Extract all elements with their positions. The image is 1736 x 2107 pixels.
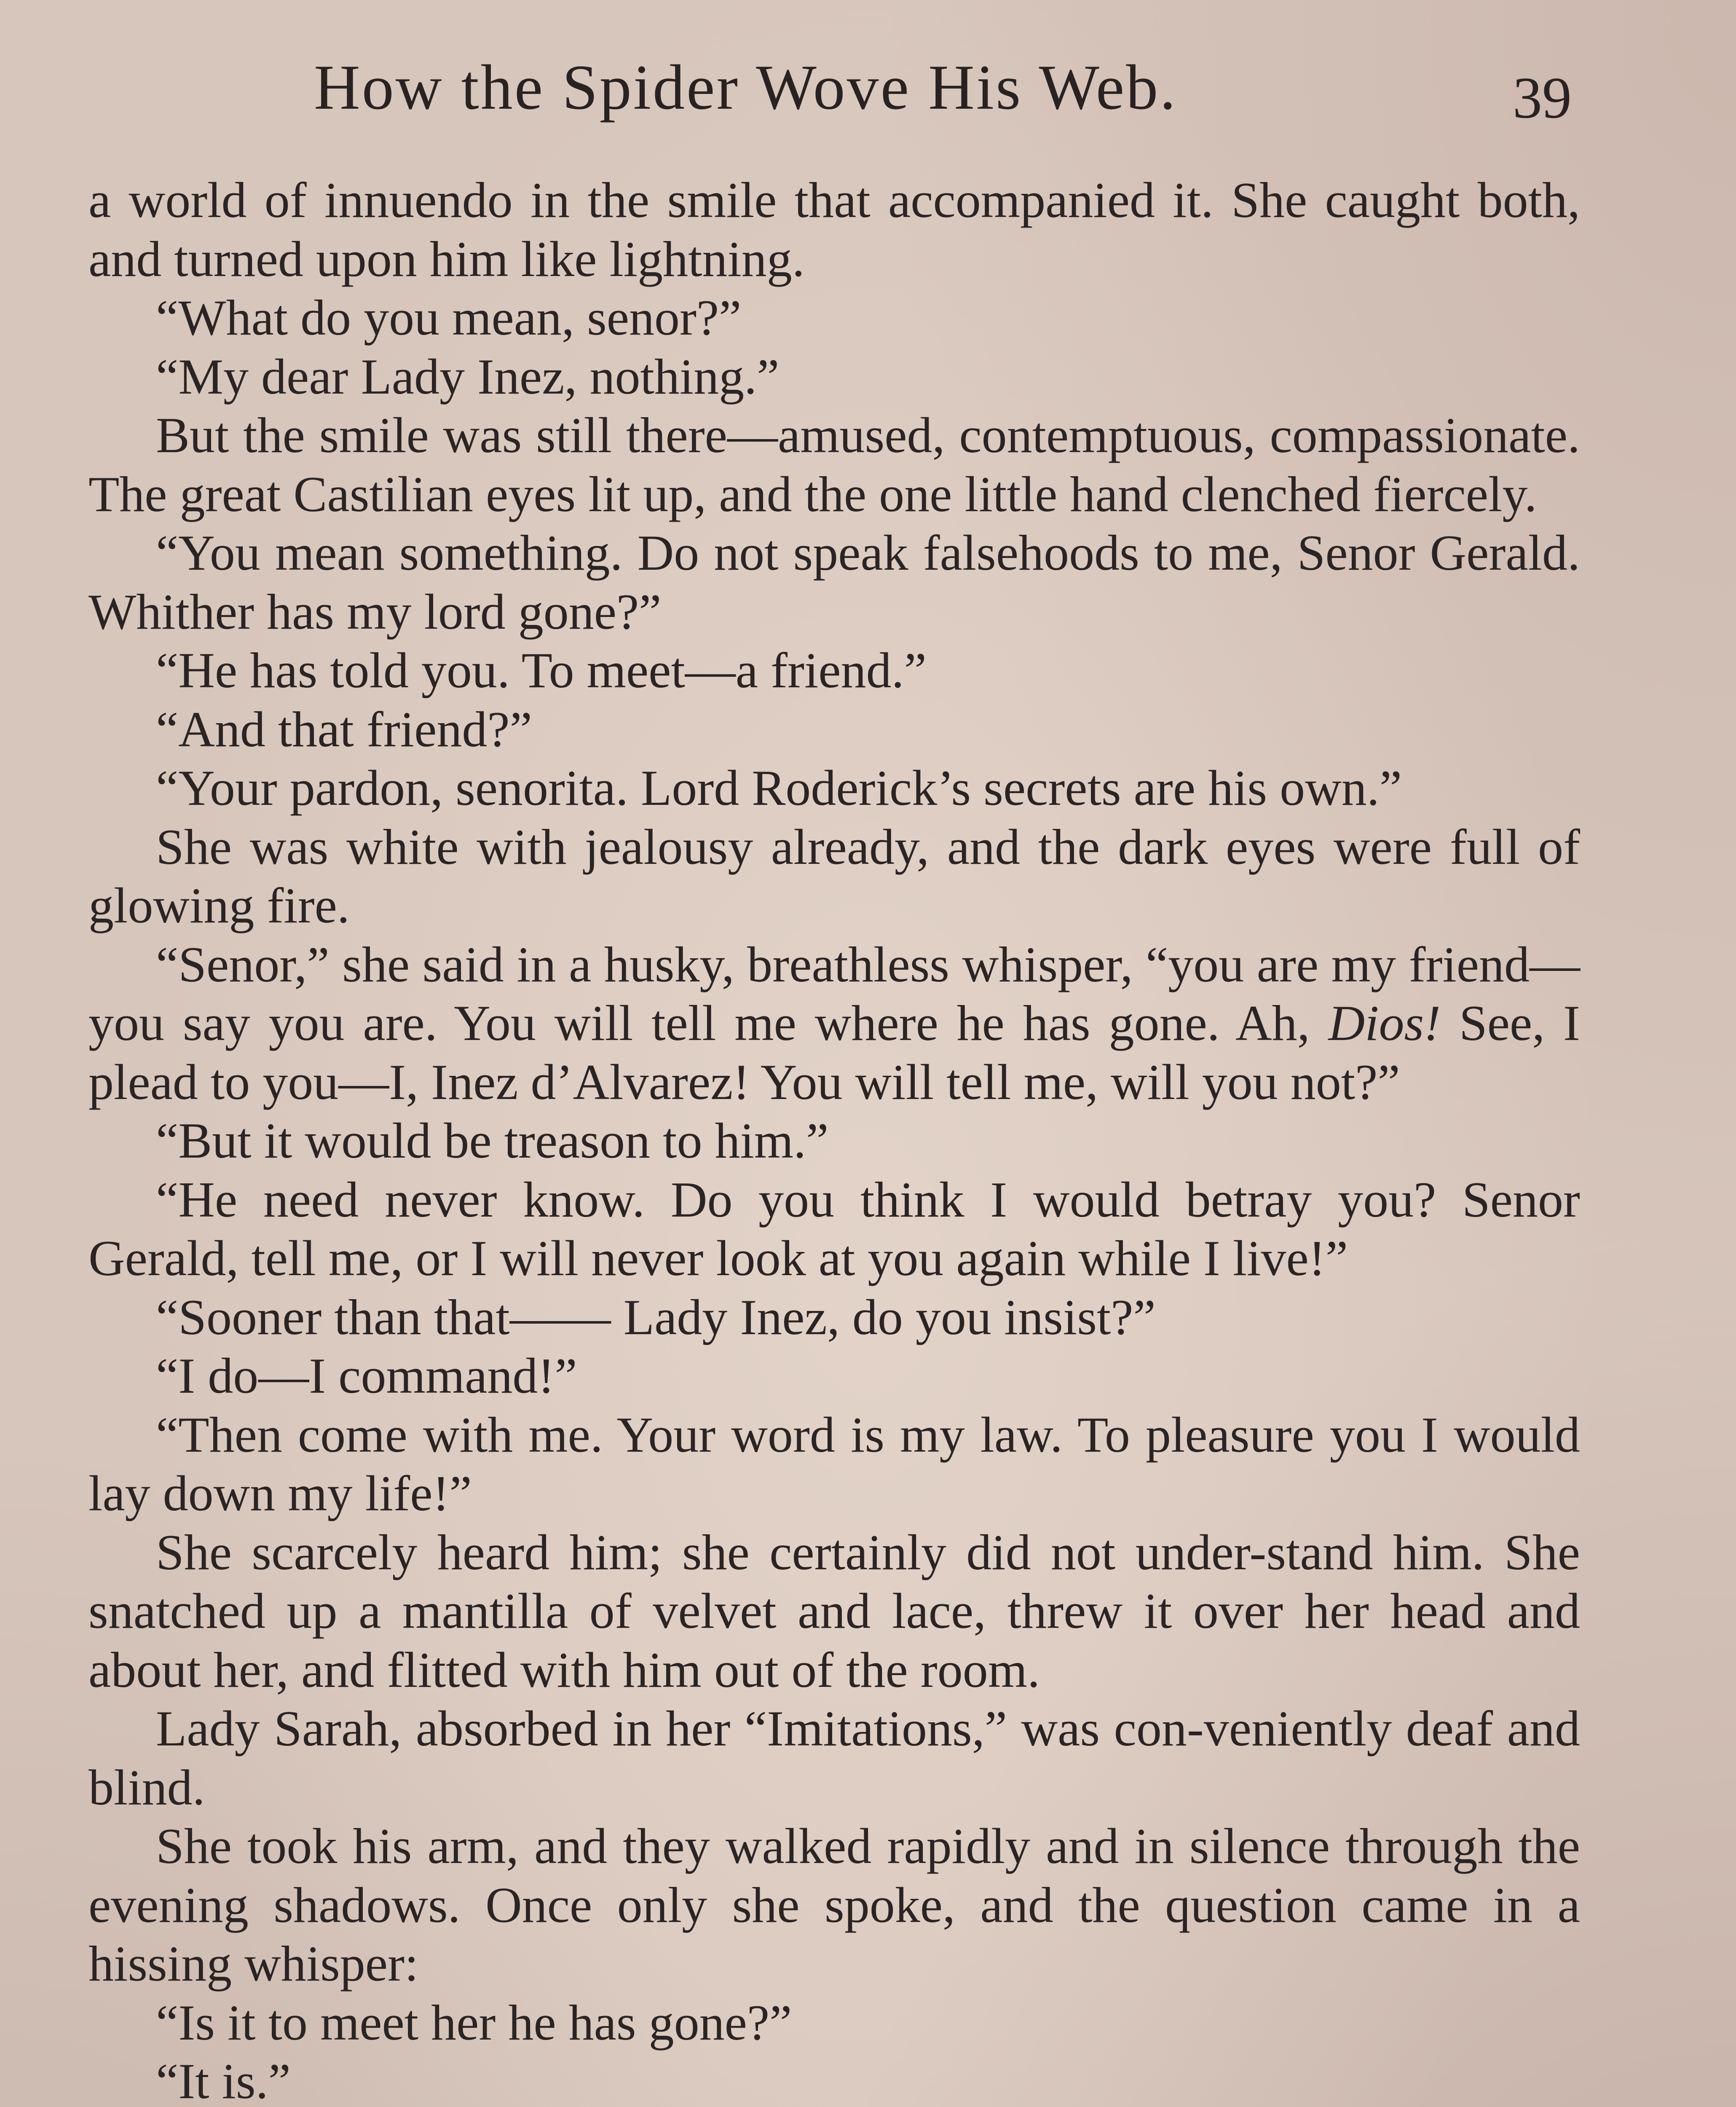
italic-word: Dios!: [1328, 995, 1441, 1051]
paragraph: She took his arm, and they walked rapidly and in silence through the evening shadows. Once only she spoke, and the question came in a hissing whisper:: [88, 1818, 1580, 1992]
paragraph: Lady Sarah, absorbed in her “Imitations,” was con-veniently deaf and blind.: [88, 1700, 1580, 1815]
paragraph-text: See, I plead to you—I, Inez d’Alvarez! You will tell me, will you not?”: [88, 995, 1580, 1110]
paragraph: “But it would be treason to him.”: [156, 1112, 829, 1169]
paragraph: “I do—I command!”: [156, 1348, 577, 1404]
paragraph: “And that friend?”: [156, 701, 532, 757]
paragraph: She scarcely heard him; she certainly did not under-stand him. She snatched up a mantilla of velvet and lace, threw it over her head and about her, and flitted with him out of the room.: [88, 1524, 1580, 1698]
running-title: How the Spider Wove His Web.: [314, 52, 1178, 123]
paragraph: But the smile was still there—amused, contemptuous, compassionate. The great Castilian eyes lit up, and the one little hand clenched fiercely.: [88, 407, 1580, 522]
paragraph: “He need never know. Do you think I would betray you? Senor Gerald, tell me, or I will never look at you again while I live!”: [88, 1171, 1580, 1286]
page-header: [0, 42, 1736, 131]
paragraph: “You mean something. Do not speak falsehoods to me, Senor Gerald. Whither has my lord gone?”: [88, 525, 1580, 640]
paragraph-text: “Senor,” she said in a husky, breathless whisper, “you are my friend—you say you are. You will tell me where he has gone. Ah,: [88, 936, 1580, 1051]
body-text: [88, 171, 1580, 2107]
paragraph: “My dear Lady Inez, nothing.”: [156, 348, 780, 405]
paragraph: “Sooner than that—— Lady Inez, do you insist?”: [156, 1289, 1156, 1345]
paragraph: “Your pardon, senorita. Lord Roderick’s secrets are his own.”: [156, 760, 1402, 816]
paragraph: She was white with jealousy already, and the dark eyes were full of glowing fire.: [88, 818, 1580, 933]
paragraph: “Then come with me. Your word is my law. To pleasure you I would lay down my life!”: [88, 1406, 1580, 1521]
paragraph: “Is it to meet her he has gone?”: [156, 1994, 792, 2051]
paragraph: “He has told you. To meet—a friend.”: [156, 642, 927, 698]
paragraph: a world of innuendo in the smile that accompanied it. She caught both, and turned upon him like lightning.: [88, 172, 1580, 287]
paragraph: “What do you mean, senor?”: [156, 290, 742, 346]
page-number: 39: [1513, 65, 1572, 131]
paragraph: “It is.”: [156, 2053, 291, 2107]
paragraph: [88, 935, 1580, 1112]
